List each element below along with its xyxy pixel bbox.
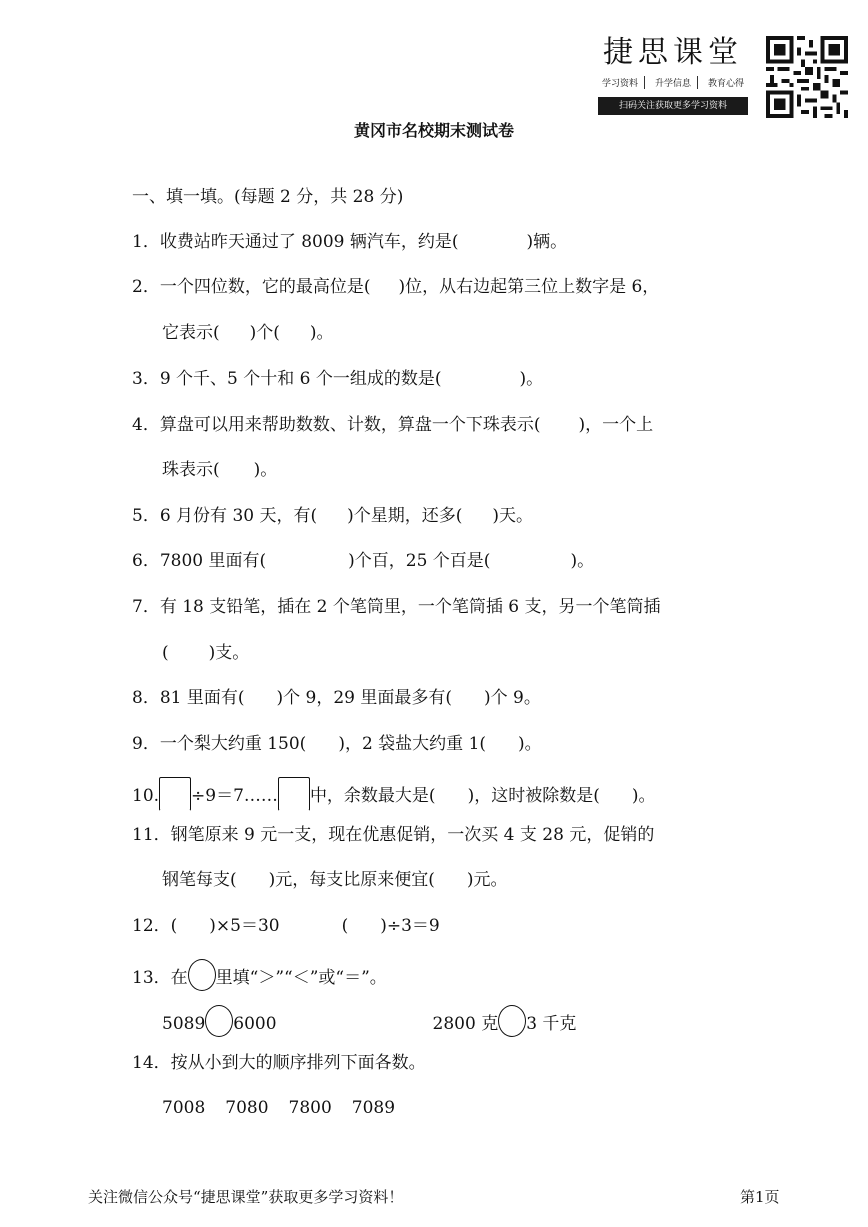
question-text: 9．一个梨大约重 150( [132, 734, 307, 754]
question-text: )÷3＝9 [380, 916, 440, 936]
compare-left: 5089 [162, 1014, 206, 1034]
question-3 [132, 367, 543, 391]
comparison-circle[interactable] [498, 1005, 526, 1037]
question-text: )个星期，还多( [347, 506, 463, 526]
question-text: )。 [631, 786, 656, 806]
section-heading: 一、填一填。(每题 2 分，共 28 分) [132, 187, 404, 207]
number-item: 7008 [162, 1098, 206, 1118]
question-text: 里填“＞”“＜”或“＝”。 [215, 968, 387, 988]
page-title: 黄冈市名校期末测试卷 [353, 121, 514, 140]
question-14-numbers [162, 1096, 395, 1120]
question-text: 10. [132, 786, 160, 806]
question-9 [132, 732, 542, 756]
question-text: 13．在 [132, 968, 188, 988]
question-13 [132, 959, 387, 991]
question-text: 8．81 里面有( [132, 688, 245, 708]
number-item: 7080 [225, 1098, 269, 1118]
dividend-box[interactable] [159, 777, 191, 811]
question-text: 1．收费站昨天通过了 8009 辆汽车，约是( [132, 232, 459, 252]
question-text: )，这时被除数是( [467, 786, 600, 806]
brand-tag: 升学信息 [655, 76, 698, 89]
question-text: 11．钢笔原来 9 元一支，现在优惠促销，一次买 4 支 28 元，促销的 [132, 825, 655, 845]
brand-tag: 学习资料 [602, 76, 645, 89]
question-2 [132, 275, 659, 299]
question-text: 4．算盘可以用来帮助数数、计数，算盘一个下珠表示( [132, 415, 541, 435]
question-4-cont [162, 458, 277, 482]
question-text: 6．7800 里面有( [132, 551, 267, 571]
question-text: 它表示( [162, 323, 220, 343]
question-text: )个 9。 [484, 688, 541, 708]
question-11-cont [162, 868, 508, 892]
question-text: 3．9 个千、5 个十和 6 个一组成的数是( [132, 369, 442, 389]
number-item: 7800 [288, 1098, 332, 1118]
question-text: ÷9＝7…… [191, 786, 278, 806]
question-text: )支。 [208, 643, 250, 663]
question-text: )元。 [466, 870, 508, 890]
question-text: 5．6 月份有 30 天，有( [132, 506, 318, 526]
question-6 [132, 549, 594, 573]
brand-tag: 教育心得 [707, 79, 744, 89]
brand-tags [598, 76, 748, 89]
page-number: 第1页 [740, 1188, 780, 1206]
question-12 [132, 914, 440, 938]
question-text: 14．按从小到大的顺序排列下面各数。 [132, 1053, 426, 1073]
question-text: 2．一个四位数，它的最高位是( [132, 277, 371, 297]
question-2-cont [162, 321, 334, 345]
question-text: )天。 [492, 506, 534, 526]
brand-banner: 扫码关注获取更多学习资料 [598, 97, 748, 115]
comparison-circle[interactable] [205, 1005, 233, 1037]
question-text: 12．( [132, 916, 178, 936]
question-text: )个( [249, 323, 280, 343]
question-text: )个百，25 个百是( [348, 551, 491, 571]
question-7-cont [162, 641, 249, 665]
question-10 [132, 777, 655, 811]
question-text: )。 [519, 369, 544, 389]
remainder-box[interactable] [278, 777, 310, 811]
question-4 [132, 413, 653, 437]
question-text: )，2 袋盐大约重 1( [338, 734, 487, 754]
question-14 [132, 1051, 426, 1075]
question-text: )。 [518, 734, 542, 754]
question-text: ( [341, 916, 349, 936]
question-text: 珠表示( [162, 460, 220, 480]
question-text: )元，每支比原来便宜( [268, 870, 435, 890]
question-11 [132, 823, 654, 847]
brand-name: 捷思课堂 [603, 35, 743, 70]
question-text: ( [162, 643, 169, 663]
question-text: )。 [253, 460, 278, 480]
question-text: )，一个上 [578, 415, 654, 435]
question-8 [132, 686, 541, 710]
comparison-circle [188, 959, 216, 991]
question-5 [132, 504, 533, 528]
question-text: )。 [309, 323, 334, 343]
question-7 [132, 595, 661, 619]
question-text: )个 9，29 里面最多有( [276, 688, 453, 708]
footer-note: 关注微信公众号“捷思课堂”获取更多学习资料！ [88, 1188, 404, 1206]
question-13-items [162, 1005, 576, 1037]
brand-block [598, 30, 748, 115]
question-text: )。 [570, 551, 595, 571]
question-text: 7．有 18 支铅笔，插在 2 个笔筒里，一个笔筒插 6 支，另一个笔筒插 [132, 597, 661, 617]
question-text: )辆。 [526, 232, 568, 252]
compare-right: 6000 [233, 1014, 277, 1034]
compare-right: 3 千克 [526, 1014, 577, 1034]
question-text: )×5＝30 [209, 916, 280, 936]
question-1 [132, 230, 567, 254]
question-text: 钢笔每支( [162, 870, 237, 890]
compare-left: 2800 克 [432, 1014, 499, 1034]
question-text: )位，从右边起第三位上数字是 6， [398, 277, 660, 297]
qr-code-icon [766, 36, 848, 118]
number-item: 7089 [351, 1098, 396, 1118]
question-text: 中，余数最大是( [309, 786, 436, 806]
